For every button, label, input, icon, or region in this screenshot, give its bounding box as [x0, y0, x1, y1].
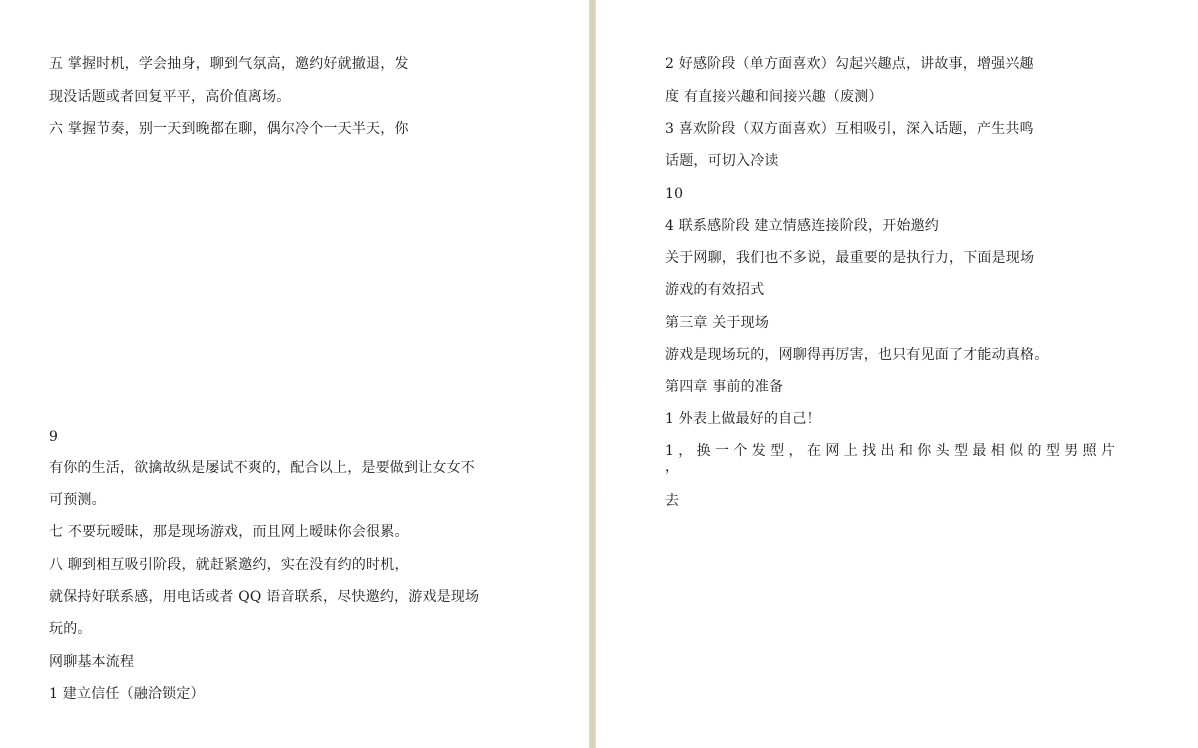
paragraph-line: 有你的生活，欲擒故纵是屡试不爽的，配合以上，是要做到让女女不	[49, 460, 475, 476]
left-page	[0, 0, 589, 748]
paragraph-line: 现没话题或者回复平平，高价值离场。	[49, 89, 291, 105]
paragraph-line: 就保持好联系感，用电话或者 QQ 语音联系，尽快邀约，游戏是现场	[49, 589, 480, 605]
section-heading: 网聊基本流程	[49, 654, 135, 670]
page-number: 10	[665, 186, 684, 202]
paragraph-line: 八 聊到相互吸引阶段，就赶紧邀约，实在没有约的时机，	[49, 557, 409, 573]
paragraph-line: 话题，可切入冷读	[665, 153, 779, 169]
paragraph-line: 六 掌握节奏，别一天到晚都在聊，偶尔冷个一天半天，你	[49, 121, 409, 137]
paragraph-line: 七 不要玩暧昧，那是现场游戏，而且网上暧昧你会很累。	[49, 524, 409, 540]
paragraph-line: 1 外表上做最好的自己！	[665, 411, 821, 427]
paragraph-line-justified: 1，换一个发型，在网上找出和你头型最相似的型男照片	[665, 443, 1119, 459]
paragraph-line: 游戏的有效招式	[665, 282, 765, 298]
book-gutter	[589, 0, 596, 748]
paragraph-line: 2 好感阶段（单方面喜欢）勾起兴趣点，讲故事，增强兴趣	[665, 56, 1034, 72]
paragraph-line: 游戏是现场玩的，网聊得再厉害，也只有见面了才能动真格。	[665, 347, 1049, 363]
paragraph-line: 4 联系感阶段 建立情感连接阶段，开始邀约	[665, 218, 940, 234]
chapter-heading: 第三章 关于现场	[665, 315, 770, 331]
paragraph-line: 玩的。	[49, 621, 92, 637]
paragraph-line: 去	[665, 493, 680, 509]
chapter-heading: 第四章 事前的准备	[665, 379, 784, 395]
paragraph-line: 度 有直接兴趣和间接兴趣（废测）	[665, 89, 883, 105]
paragraph-line: 可预测。	[49, 492, 106, 508]
page-number: 9	[49, 429, 59, 445]
paragraph-line: 五 掌握时机，学会抽身，聊到气氛高，邀约好就撤退，发	[49, 56, 409, 72]
right-page	[596, 0, 1198, 748]
paragraph-line: 关于网聊，我们也不多说，最重要的是执行力，下面是现场	[665, 250, 1035, 266]
paragraph-line: 1 建立信任（融洽锁定）	[49, 686, 205, 702]
paragraph-line: 3 喜欢阶段（双方面喜欢）互相吸引，深入话题，产生共鸣	[665, 121, 1034, 137]
paragraph-line: ，	[665, 459, 679, 475]
